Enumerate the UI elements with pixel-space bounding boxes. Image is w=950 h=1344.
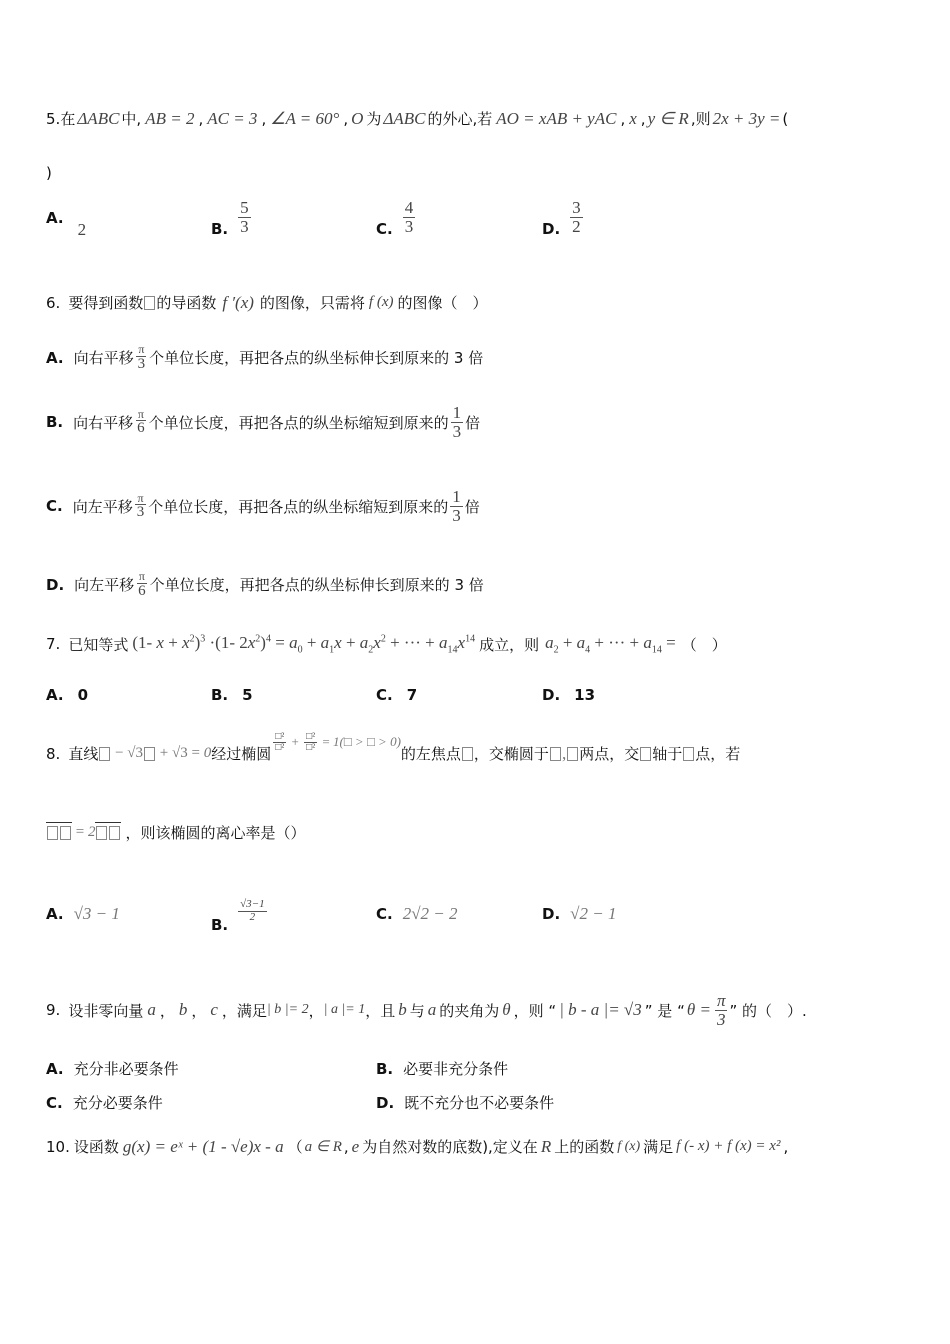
fraction: $\frac{\pi}{6}$ (138, 569, 146, 599)
question-number: 7. (46, 635, 61, 654)
q9-option-a[interactable]: A. 充分非必要条件 (46, 1059, 179, 1078)
sum-expression: $a_2 + a_4$ + ··· + $a_{14}$ = (545, 633, 676, 656)
vector-equation: = 2 (46, 824, 121, 841)
q8-option-a[interactable]: A. √3 − 1 (46, 904, 120, 923)
q9-option-b[interactable]: B. 必要非充分条件 (376, 1059, 509, 1078)
q6-option-b[interactable]: B. 向右平移 $\frac{\pi}{6}$ 个单位长度，再把各点的纵坐标缩短到原来的 $\frac{1}{3}$ 倍 (46, 403, 481, 441)
question-number: 9. (46, 1001, 61, 1020)
fraction: $\frac{3}{2}$ (572, 197, 581, 236)
fraction: $\frac{5}{3}$ (240, 197, 249, 236)
line-equation: − √3 + √3 = 0 (98, 745, 211, 762)
question-10-stem: 10. 设函数 g(x) = eˣ + (1 - √e)x - a （ a ∈ R , e 为自然对数的底数),定义在 R 上的函数 f (x) 满足 f (- x) + f (x) = x² , (46, 1136, 789, 1156)
q8-option-c[interactable]: C. 2√2 − 2 (376, 904, 458, 923)
question-5-stem: 5. 在 ΔABC 中, AB = 2 , AC = 3 , ∠A = 60° , O 为 ΔABC 的外心,若 AO = xAB + yAC , x , y ∈ R ,则 2x + 3y = ( (46, 108, 789, 128)
fraction: $\frac{\pi}{3}$ (137, 342, 146, 372)
question-8-stem: 8. 直线 − √3 + √3 = 0 经过椭圆 $\frac{\text{□²}}{\text{□²}}$ + $\frac{\text{□²}}{\text{□²}}$ = 1(□ > □ > 0) 的左焦点 ，交椭圆于 , 两点，交 轴于 点，若 (46, 730, 741, 763)
q8-option-b[interactable]: B. $\frac{√3-1}{2}$ (211, 897, 265, 934)
q7-option-b[interactable]: B. 5 (211, 686, 253, 704)
question-number: 6. (46, 293, 61, 312)
q9-option-c[interactable]: C. 充分必要条件 (46, 1093, 163, 1112)
missing-symbol (462, 747, 473, 761)
question-8-condition: = 2 ，则该椭圆的离心率是（） (46, 822, 305, 843)
question-7-stem: 7. 已知等式 (1- $x + x^2)^3 \cdot(1-$ $2x^2)^4 = a_0 + a_1x + a_2x^2$ + ··· + $a_{14}x^{14}$ 成立，则 $a_2 + a_4$ + ··· + $a_{14}$ = （ ） (46, 633, 727, 656)
question-number: 8. (46, 744, 61, 763)
q6-option-c[interactable]: C. 向左平移 $\frac{\pi}{3}$ 个单位长度，再把各点的纵坐标缩短到原来的 $\frac{1}{3}$ 倍 (46, 487, 480, 525)
fraction: $\frac{\pi}{6}$ (137, 406, 145, 437)
q5-option-b[interactable]: B. $\frac{5}{3}$ (211, 197, 249, 238)
q5-option-d[interactable]: D. $\frac{3}{2}$ (542, 197, 581, 238)
q8-option-d[interactable]: D. √2 − 1 (542, 904, 617, 923)
fraction: $\frac{1}{3}$ (452, 487, 461, 525)
fraction: $\frac{√3-1}{2}$ (240, 897, 265, 923)
q5-option-c[interactable]: C. $\frac{4}{3}$ (376, 197, 414, 238)
fraction: $\frac{4}{3}$ (404, 197, 414, 236)
ellipse-equation: $\frac{\text{□²}}{\text{□²}}$ + $\frac{\text{□²}}{\text{□²}}$ = 1(□ > □ > 0) (275, 730, 401, 753)
fraction: $\frac{1}{3}$ (452, 403, 462, 441)
q7-option-c[interactable]: C. 7 (376, 686, 418, 704)
question-5-paren-close: ) (46, 164, 52, 182)
q5-option-a[interactable]: A. 2 (46, 209, 87, 239)
question-number: 5. (46, 109, 61, 128)
q7-option-d[interactable]: D. 13 (542, 686, 596, 704)
question-9-stem: 9. 设非零向量 a ， b ， c ，满足 | b |= 2 ， | a |= 1 ，且 b 与 a 的夹角为 θ ，则 “ | b - a |= √3 ” 是 “ θ = $\frac{\pi}{3}$ ” 的（ ）. (46, 991, 807, 1029)
q9-option-d[interactable]: D. 既不充分也不必要条件 (376, 1093, 555, 1112)
missing-formula-image (144, 296, 155, 310)
equation: (1- $x + x^2)^3 \cdot(1-$ $2x^2)^4 = a_0 + a_1x + a_2x^2$ + ··· + $a_{14}x^{14}$ (132, 633, 476, 656)
q6-option-d[interactable]: D. 向左平移 $\frac{\pi}{6}$ 个单位长度，再把各点的纵坐标伸长到原来的 3 倍 (46, 569, 484, 599)
q7-option-a[interactable]: A. 0 (46, 686, 89, 704)
question-6-stem: 6. 要得到函数 的导函数 f ′(x) 的图像，只需将 f (x) 的图像（ ） (46, 292, 488, 312)
fraction: $\frac{\pi}{3}$ (716, 991, 726, 1029)
fraction: $\frac{\pi}{3}$ (136, 490, 145, 521)
question-number: 10. (46, 1137, 70, 1156)
q6-option-a[interactable]: A. 向右平移 $\frac{\pi}{3}$ 个单位长度，再把各点的纵坐标伸长到原来的 3 倍 (46, 342, 484, 372)
